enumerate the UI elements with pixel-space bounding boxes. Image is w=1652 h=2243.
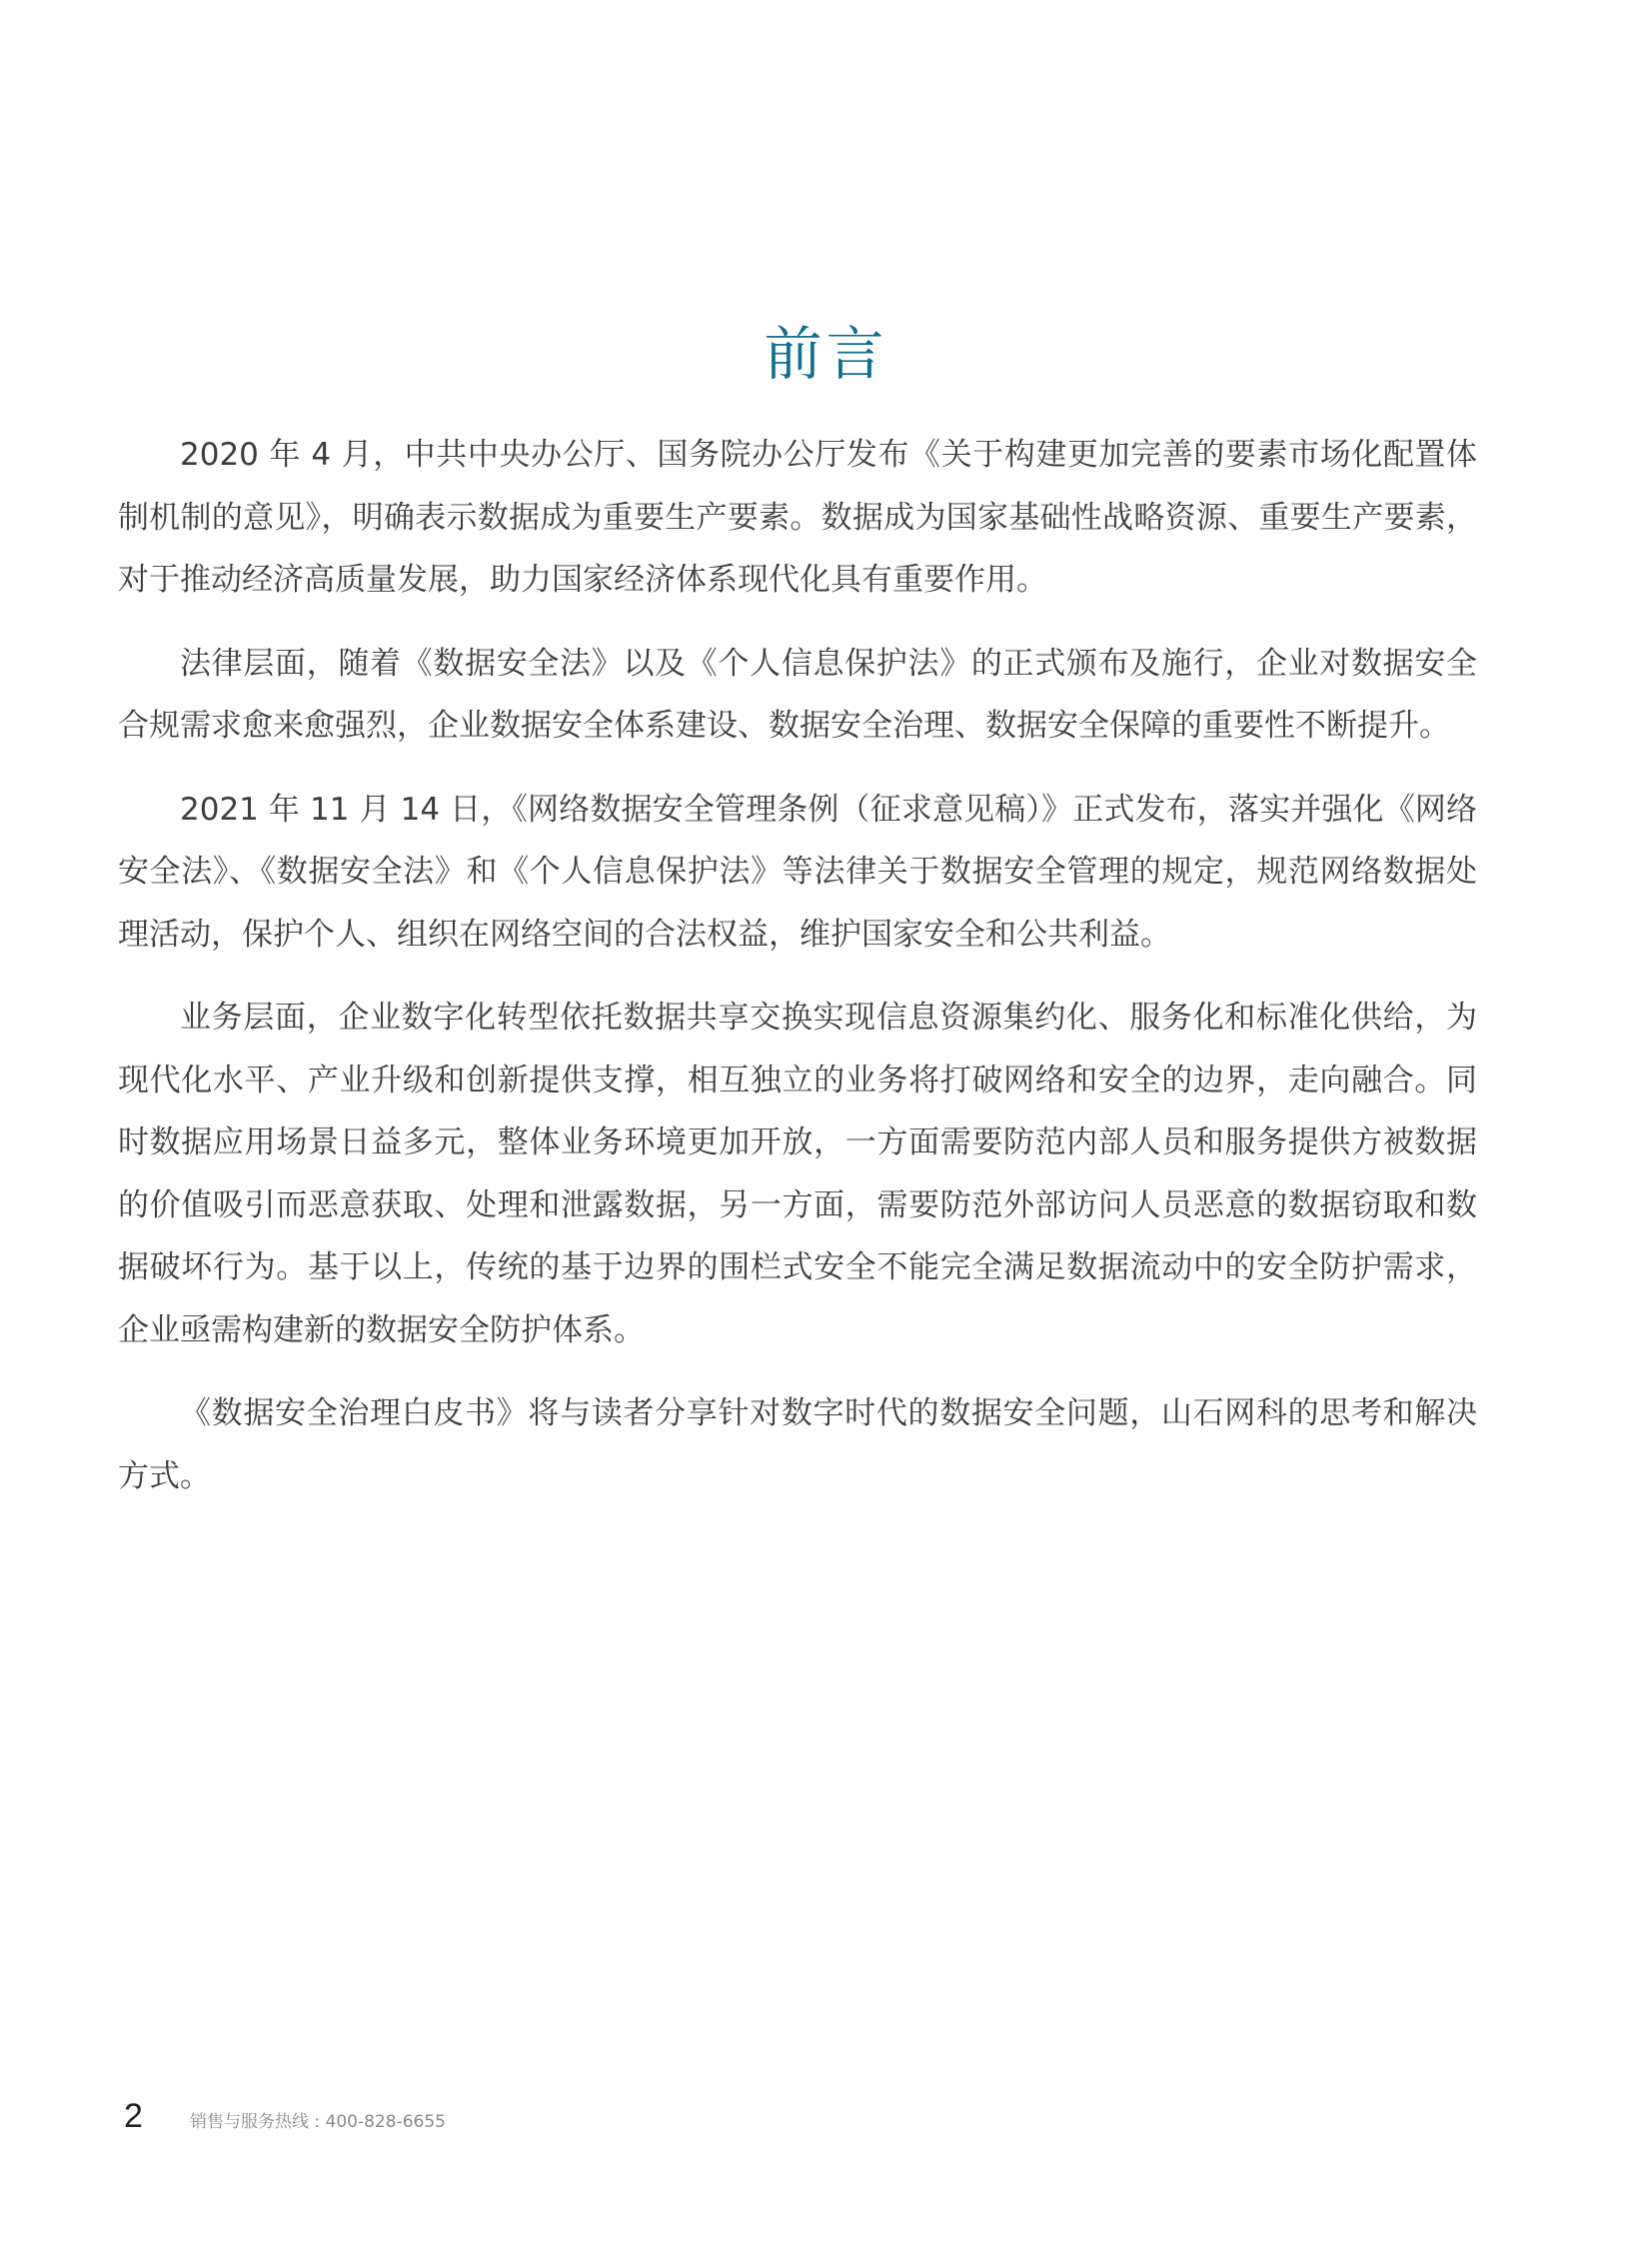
paragraph-regulation: 2021 年 11 月 14 日，《网络数据安全管理条例（征求意见稿）》正式发布，落实并强化《网络安全法》、《数据安全法》和《个人信息保护法》等法律关于数据安全管理的规定，规范网络数据处理活动，保护个人、组织在网络空间的合法权益，维护国家安全和公共利益。 bbox=[118, 791, 1477, 953]
paragraph-business: 业务层面，企业数字化转型依托数据共享交换实现信息资源集约化、服务化和标准化供给，为现代化水平、产业升级和创新提供支撑，相互独立的业务将打破网络和安全的边界，走向融合。同时数据应用场景日益多元，整体业务环境更加开放，一方面需要防范内部人员和服务提供方被数据的价值吸引而恶意获取、处理和泄露数据，另一方面，需要防范外部访问人员恶意的数据窃取和数据破坏行为。基于以上，传统的基于边界的围栏式安全不能完全满足数据流动中的安全防护需求，企业亟需构建新的数据安全防护体系。 bbox=[118, 1000, 1477, 1348]
preface-body bbox=[118, 424, 1477, 1528]
sales-hotline: 销售与服务热线 : 400-828-6655 bbox=[190, 2112, 446, 2132]
paragraph-whitepaper-intro: 《数据安全治理白皮书》将与读者分享针对数字时代的数据安全问题，山石网科的思考和解决方式。 bbox=[118, 1395, 1477, 1494]
page-number: 2 bbox=[124, 2097, 143, 2135]
paragraph-legal: 法律层面，随着《数据安全法》以及《个人信息保护法》的正式颁布及施行，企业对数据安全合规需求愈来愈强烈，企业数据安全体系建设、数据安全治理、数据安全保障的重要性不断提升。 bbox=[118, 645, 1477, 744]
page-title: 前言 bbox=[764, 320, 888, 388]
paragraph-policy: 2020 年 4 月，中共中央办公厅、国务院办公厅发布《关于构建更加完善的要素市场化配置体制机制的意见》，明确表示数据成为重要生产要素。数据成为国家基础性战略资源、重要生产要素，对于推动经济高质量发展，助力国家经济体系现代化具有重要作用。 bbox=[118, 437, 1477, 598]
